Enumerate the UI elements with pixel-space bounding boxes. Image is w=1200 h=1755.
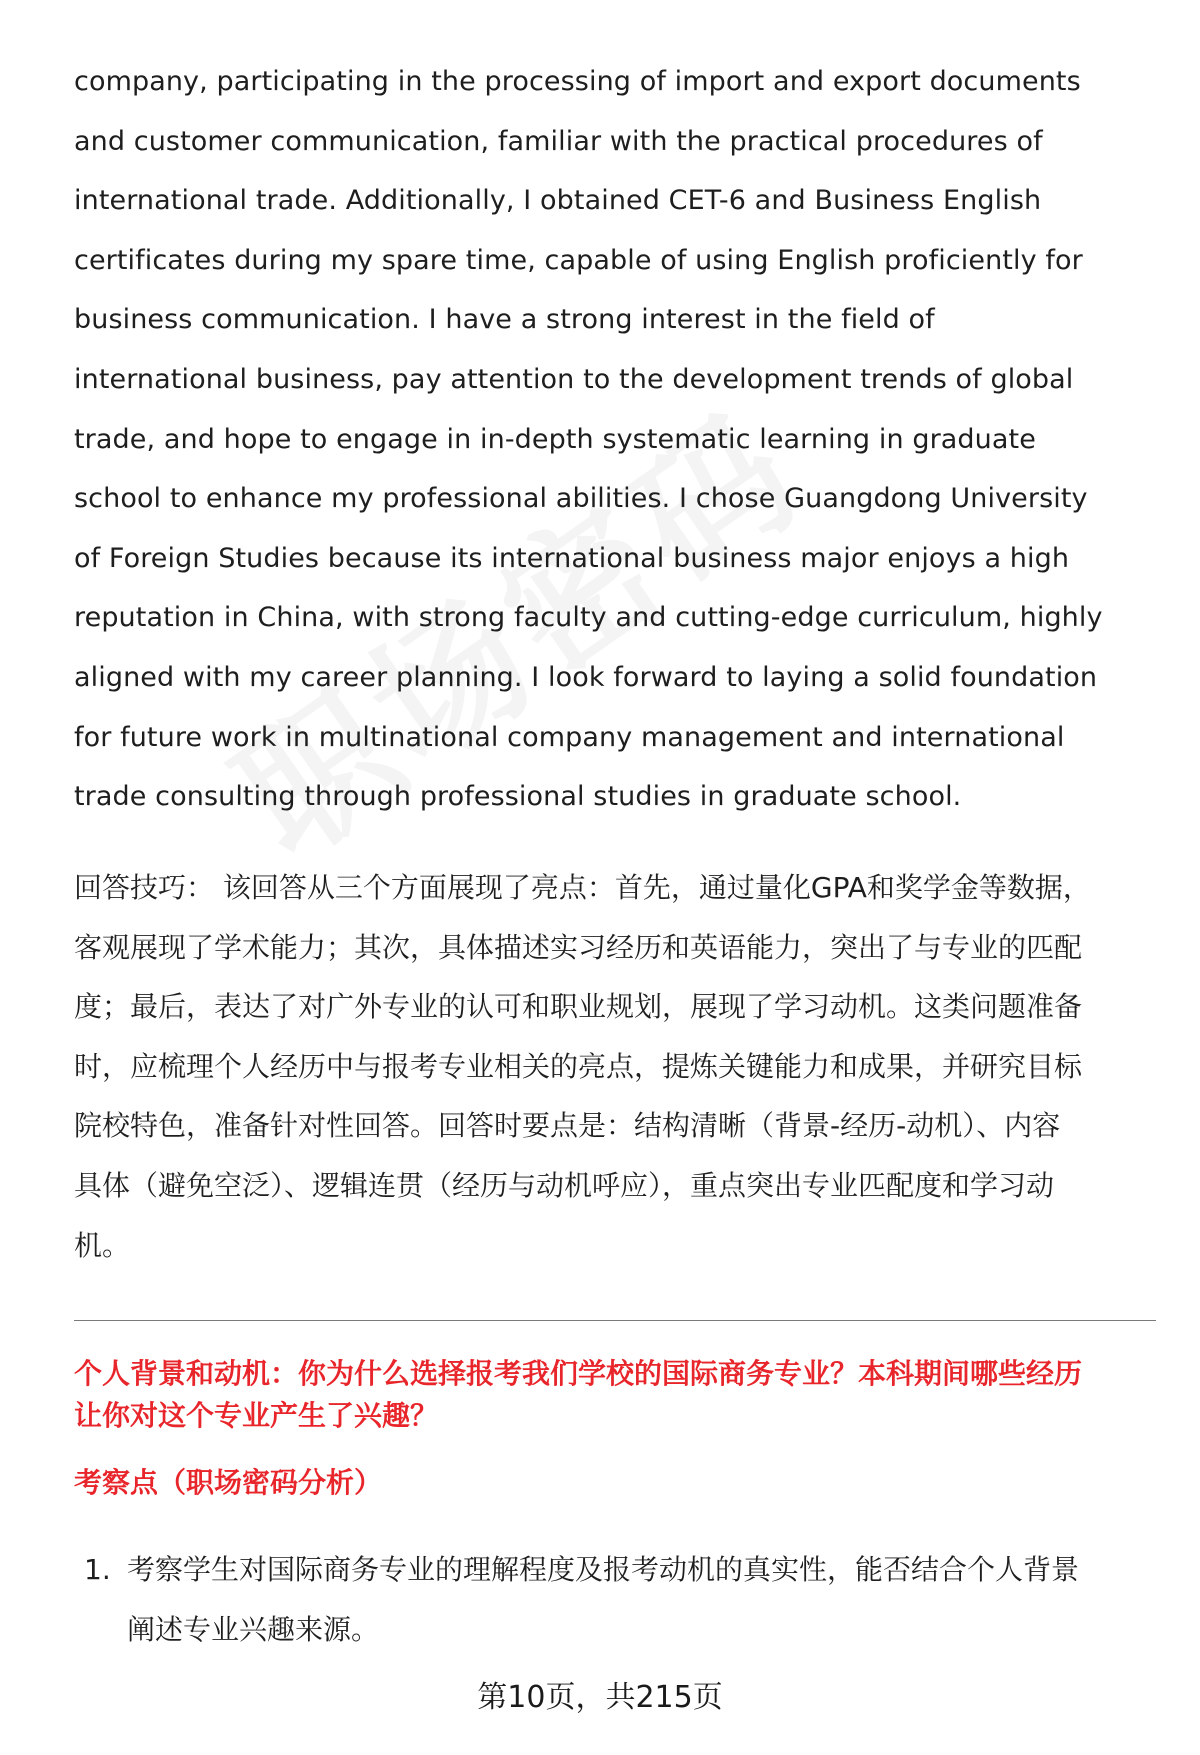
paragraph-line: trade consulting through professional studies in graduate school. [74, 781, 962, 813]
tips-line: 回答技巧： 该回答从三个方面展现了亮点：首先，通过量化GPA和奖学金等数据， [74, 871, 1091, 904]
paragraph-line: international business, pay attention to the development trends of global [74, 363, 1074, 395]
paragraph-line: international trade. Additionally, I obtained CET-6 and Business English [74, 185, 1042, 217]
english-answer-paragraph [74, 52, 1154, 827]
paragraph-line: for future work in multinational company management and international [74, 721, 1065, 753]
list-item-body [127, 1540, 1167, 1659]
paragraph-line: of Foreign Studies because its international business major enjoys a high [74, 542, 1070, 574]
page-number-footer: 第10页，共215页 [477, 1680, 723, 1715]
tips-line: 具体（避免空泛）、逻辑连贯（经历与动机呼应），重点突出专业匹配度和学习动 [74, 1168, 1055, 1202]
question-line: 个人背景和动机：你为什么选择报考我们学校的国际商务专业？本科期间哪些经历 [74, 1357, 1083, 1390]
question-line: 让你对这个专业产生了兴趣？ [74, 1399, 439, 1432]
paragraph-line: aligned with my career planning. I look forward to laying a solid foundation [74, 661, 1098, 693]
section-divider [74, 1320, 1156, 1321]
tips-line: 客观展现了学术能力；其次，具体描述实习经历和英语能力，突出了与专业的匹配 [74, 930, 1083, 964]
paragraph-line: school to enhance my professional abilities. I chose Guangdong University [74, 483, 1088, 515]
paragraph-line: trade, and hope to engage in in-depth systematic learning in graduate [74, 423, 1036, 455]
tips-line: 院校特色，准备针对性回答。回答时要点是：结构清晰（背景-经历-动机）、内容 [74, 1109, 1061, 1143]
answer-tips-paragraph [74, 858, 1154, 1275]
tips-line: 度；最后，表达了对广外专业的认可和职业规划，展现了学习动机。这类问题准备 [74, 990, 1083, 1024]
list-item-number: 1. [84, 1553, 111, 1586]
paragraph-line: and customer communication, familiar with the practical procedures of [74, 125, 1043, 157]
question-heading [74, 1353, 1164, 1437]
tips-line: 机。 [74, 1228, 131, 1262]
list-item-line: 考察学生对国际商务专业的理解程度及报考动机的真实性，能否结合个人背景 [127, 1553, 1080, 1586]
list-item-line: 阐述专业兴趣来源。 [127, 1612, 380, 1646]
assessment-points-title: 考察点（职场密码分析） [74, 1466, 383, 1499]
tips-line: 时，应梳理个人经历中与报考专业相关的亮点，提炼关键能力和成果，并研究目标 [74, 1049, 1083, 1083]
paragraph-line: certificates during my spare time, capable of using English proficiently for [74, 244, 1083, 276]
paragraph-line: business communication. I have a strong interest in the field of [74, 304, 935, 336]
paragraph-line: reputation in China, with strong faculty and cutting-edge curriculum, highly [74, 602, 1103, 634]
paragraph-line: company, participating in the processing of import and export documents [74, 66, 1081, 97]
